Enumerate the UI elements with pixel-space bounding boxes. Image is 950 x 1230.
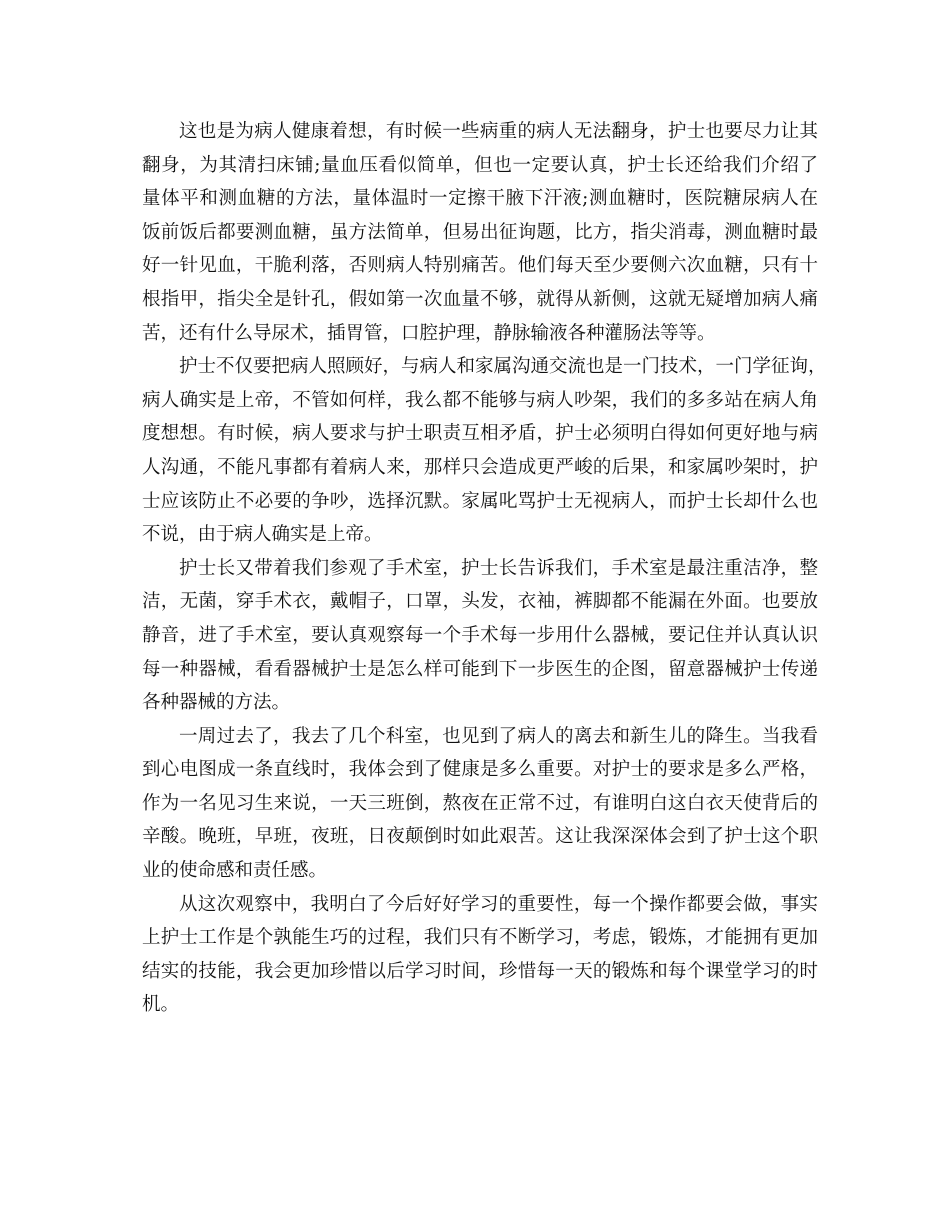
- text-line: 护士不仅要把病人照顾好，与病人和家属沟通交流也是一门技术，一门学征询，: [179, 356, 827, 378]
- document-body: [142, 115, 827, 1022]
- text-line: 量体平和测血糖的方法，量体温时一定擦干腋下汗液;测血糖时，医院糖尿病人在: [142, 188, 818, 210]
- text-line: 翻身，为其清扫床铺;量血压看似简单，但也一定要认真，护士长还给我们介绍了: [142, 154, 818, 176]
- paragraph-3: [142, 552, 818, 720]
- paragraph-2: [142, 350, 827, 552]
- text-line: 每一种器械，看看器械护士是怎么样可能到下一步医生的企图，留意器械护士传递: [142, 658, 818, 680]
- text-line: 结实的技能，我会更加珍惜以后学习时间，珍惜每一天的锻炼和每个课堂学习的时: [142, 960, 818, 982]
- text-line: 静音，进了手术室，要认真观察每一个手术每一步用什么器械，要记住并认真认识: [142, 624, 818, 646]
- text-line: 洁，无菌，穿手术衣，戴帽子，口罩，头发，衣袖，裤脚都不能漏在外面。也要放: [142, 591, 818, 613]
- text-line: 病人确实是上帝，不管如何样，我么都不能够与病人吵架，我们的多多站在病人角: [142, 389, 818, 411]
- text-line: 这也是为病人健康着想，有时候一些病重的病人无法翻身，护士也要尽力让其: [179, 121, 818, 142]
- text-line: 苦，还有什么导尿术，插胃管，口腔护理，静脉输液各种灌肠法等等。: [142, 322, 716, 344]
- text-line: 不说，由于病人确实是上帝。: [142, 524, 383, 546]
- text-line: 饭前饭后都要测血糖，虽方法简单，但易出征询题，比方，指尖消毒，测血糖时最: [142, 221, 818, 243]
- text-line: 好一针见血，干脆利落，否则病人特别痛苦。他们每天至少要侧六次血糖，只有十: [142, 255, 818, 277]
- text-line: 业的使命感和责任感。: [142, 860, 328, 882]
- text-line: 各种器械的方法。: [142, 692, 291, 714]
- text-line: 护士长又带着我们参观了手术室，护士长告诉我们，手术室是最注重洁净，整: [179, 557, 818, 579]
- text-line: 作为一名见习生来说，一天三班倒，熬夜在正常不过，有谁明白这白衣天使背后的: [142, 792, 818, 814]
- text-line: 机。: [142, 994, 180, 1016]
- text-line: 上护士工作是个孰能生巧的过程，我们只有不断学习，考虑，锻炼，才能拥有更加: [142, 927, 818, 949]
- text-line: 到心电图成一条直线时，我体会到了健康是多么重要。对护士的要求是多么严格，: [142, 759, 818, 781]
- paragraph-1: [142, 115, 818, 350]
- paragraph-4: [142, 720, 818, 888]
- text-line: 士应该防止不必要的争吵，选择沉默。家属叱骂护士无视病人，而护士长却什么也: [142, 490, 818, 512]
- text-line: 一周过去了，我去了几个科室，也见到了病人的离去和新生儿的降生。当我看: [179, 725, 818, 747]
- text-line: 度想想。有时候，病人要求与护士职责互相矛盾，护士必须明白得如何更好地与病: [142, 423, 818, 445]
- text-line: 人沟通，不能凡事都有着病人来，那样只会造成更严峻的后果，和家属吵架时，护: [142, 456, 818, 478]
- text-line: 辛酸。晚班，早班，夜班，日夜颠倒时如此艰苦。这让我深深体会到了护士这个职: [142, 826, 818, 848]
- paragraph-5: [142, 888, 818, 1022]
- text-line: 根指甲，指尖全是针孔，假如第一次血量不够，就得从新侧，这就无疑增加病人痛: [142, 288, 818, 310]
- text-line: 从这次观察中，我明白了今后好好学习的重要性，每一个操作都要会做，事实: [179, 893, 818, 915]
